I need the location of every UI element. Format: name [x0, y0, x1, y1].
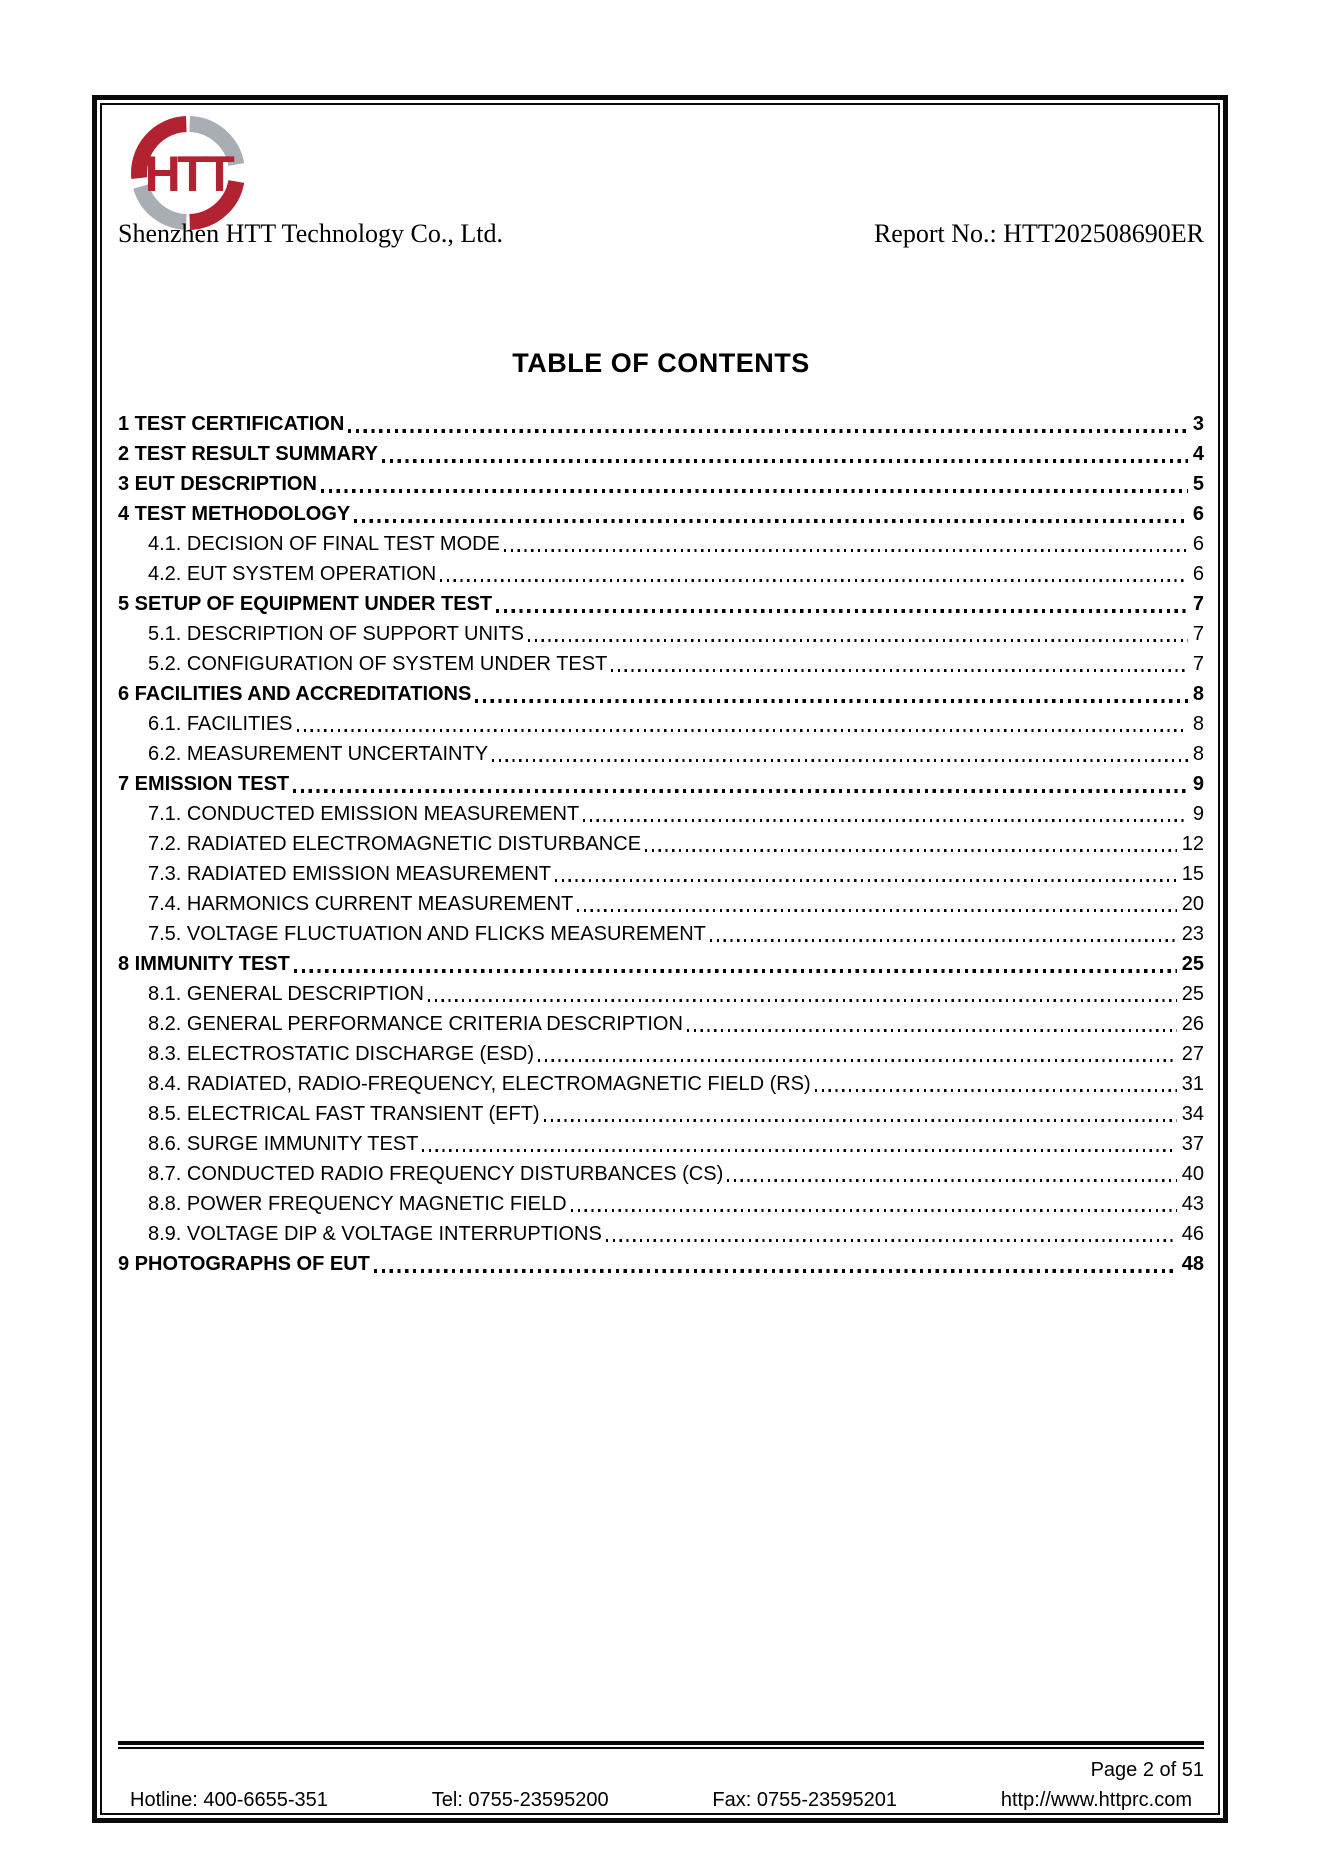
toc-leader-dots — [475, 699, 1188, 703]
toc-entry-label: 7.5. VOLTAGE FLUCTUATION AND FLICKS MEASUREMENT — [148, 923, 706, 945]
toc-entry-label: 7 EMISSION TEST — [118, 773, 290, 795]
toc-entry — [118, 1159, 1204, 1189]
toc-entry-page: 7 — [1192, 593, 1204, 615]
toc-entry-label: 9 PHOTOGRAPHS OF EUT — [118, 1253, 370, 1275]
footer-hotline: Hotline: 400-6655-351 — [130, 1789, 328, 1811]
toc-entry-page: 7 — [1192, 653, 1204, 675]
footer-tel: Tel: 0755-23595200 — [431, 1789, 609, 1811]
toc-entry-page: 7 — [1192, 623, 1204, 645]
toc-entry — [118, 1189, 1204, 1219]
toc-entry-page: 5 — [1192, 473, 1204, 495]
toc-leader-dots — [538, 1059, 1177, 1062]
company-name: Shenzhen HTT Technology Co., Ltd. — [118, 219, 503, 248]
toc-leader-dots — [428, 999, 1177, 1002]
table-of-contents — [118, 409, 1204, 1279]
toc-entry — [118, 709, 1204, 739]
logo-text: HTT — [144, 146, 232, 202]
toc-entry — [118, 739, 1204, 769]
toc-leader-dots — [727, 1179, 1176, 1182]
toc-leader-dots — [710, 939, 1177, 942]
toc-leader-dots — [422, 1149, 1176, 1152]
toc-entry — [118, 469, 1204, 499]
toc-entry — [118, 919, 1204, 949]
toc-entry — [118, 619, 1204, 649]
footer-fax: Fax: 0755-23595201 — [712, 1789, 897, 1811]
toc-entry-page: 26 — [1181, 1013, 1204, 1035]
toc-entry — [118, 1009, 1204, 1039]
toc-leader-dots — [374, 1269, 1177, 1273]
toc-entry-page: 43 — [1181, 1193, 1204, 1215]
toc-leader-dots — [583, 819, 1188, 822]
toc-entry-page: 6 — [1192, 503, 1204, 525]
toc-entry-label: 5 SETUP OF EQUIPMENT UNDER TEST — [118, 593, 493, 615]
toc-entry — [118, 1099, 1204, 1129]
toc-entry-label: 5.2. CONFIGURATION OF SYSTEM UNDER TEST — [148, 653, 608, 675]
page-number-indicator: Page 2 of 51 — [1090, 1759, 1204, 1781]
toc-entry — [118, 439, 1204, 469]
page-border — [92, 95, 1228, 1823]
toc-entry — [118, 949, 1204, 979]
toc-entry — [118, 1129, 1204, 1159]
toc-entry-label: 8.1. GENERAL DESCRIPTION — [148, 983, 424, 1005]
toc-leader-dots — [544, 1119, 1177, 1122]
toc-entry-page: 46 — [1181, 1223, 1204, 1245]
toc-entry-page: 37 — [1181, 1133, 1204, 1155]
toc-leader-dots — [687, 1029, 1177, 1032]
toc-entry-page: 31 — [1181, 1073, 1204, 1095]
toc-entry-page: 23 — [1181, 923, 1204, 945]
footer-divider — [118, 1741, 1204, 1749]
toc-entry-label: 6.1. FACILITIES — [148, 713, 293, 735]
toc-entry-page: 3 — [1192, 413, 1204, 435]
toc-leader-dots — [321, 489, 1188, 493]
toc-entry-page: 8 — [1192, 713, 1204, 735]
toc-entry-label: 8.9. VOLTAGE DIP & VOLTAGE INTERRUPTIONS — [148, 1223, 602, 1245]
toc-entry — [118, 499, 1204, 529]
toc-leader-dots — [571, 1209, 1177, 1212]
toc-leader-dots — [492, 759, 1188, 762]
toc-entry-page: 27 — [1181, 1043, 1204, 1065]
toc-leader-dots — [528, 639, 1188, 642]
toc-entry-page: 4 — [1192, 443, 1204, 465]
toc-entry-page: 20 — [1181, 893, 1204, 915]
toc-leader-dots — [348, 429, 1188, 433]
toc-entry — [118, 1219, 1204, 1249]
toc-entry-page: 9 — [1192, 803, 1204, 825]
toc-entry-label: 3 EUT DESCRIPTION — [118, 473, 317, 495]
toc-entry — [118, 1039, 1204, 1069]
toc-entry-page: 15 — [1181, 863, 1204, 885]
toc-entry-page: 40 — [1181, 1163, 1204, 1185]
page-border-inner — [100, 103, 1220, 1815]
toc-leader-dots — [645, 849, 1177, 852]
toc-entry — [118, 589, 1204, 619]
toc-entry-label: 6 FACILITIES AND ACCREDITATIONS — [118, 683, 472, 705]
toc-entry — [118, 409, 1204, 439]
toc-entry-label: 8.8. POWER FREQUENCY MAGNETIC FIELD — [148, 1193, 567, 1215]
toc-entry-label: 4.1. DECISION OF FINAL TEST MODE — [148, 533, 500, 555]
toc-entry — [118, 799, 1204, 829]
page-title: TABLE OF CONTENTS — [512, 348, 810, 378]
toc-entry-page: 6 — [1192, 533, 1204, 555]
toc-leader-dots — [577, 909, 1177, 912]
toc-leader-dots — [440, 579, 1188, 582]
toc-entry-label: 8.6. SURGE IMMUNITY TEST — [148, 1133, 419, 1155]
toc-entry — [118, 649, 1204, 679]
toc-leader-dots — [382, 459, 1188, 463]
toc-entry — [118, 529, 1204, 559]
footer-url: http://www.httprc.com — [1000, 1789, 1192, 1811]
toc-entry-label: 7.3. RADIATED EMISSION MEASUREMENT — [148, 863, 552, 885]
toc-entry-label: 8.4. RADIATED, RADIO-FREQUENCY, ELECTROMAGNETIC FIELD (RS) — [148, 1073, 811, 1095]
toc-entry-page: 25 — [1181, 953, 1204, 975]
toc-entry-label: 2 TEST RESULT SUMMARY — [118, 443, 379, 465]
toc-entry — [118, 859, 1204, 889]
toc-entry — [118, 769, 1204, 799]
toc-entry — [118, 679, 1204, 709]
toc-leader-dots — [555, 879, 1177, 882]
toc-leader-dots — [815, 1089, 1177, 1092]
toc-entry-label: 5.1. DESCRIPTION OF SUPPORT UNITS — [148, 623, 524, 645]
toc-leader-dots — [294, 969, 1177, 973]
toc-entry-label: 6.2. MEASUREMENT UNCERTAINTY — [148, 743, 489, 765]
toc-leader-dots — [606, 1239, 1177, 1242]
toc-leader-dots — [504, 549, 1188, 552]
report-number: Report No.: HTT202508690ER — [873, 219, 1204, 248]
toc-entry — [118, 1249, 1204, 1279]
toc-entry-page: 8 — [1192, 683, 1204, 705]
page-header — [118, 217, 1204, 251]
toc-entry-label: 8.5. ELECTRICAL FAST TRANSIENT (EFT) — [148, 1103, 540, 1125]
toc-entry-label: 8.3. ELECTROSTATIC DISCHARGE (ESD) — [148, 1043, 534, 1065]
toc-entry — [118, 559, 1204, 589]
toc-entry — [118, 1069, 1204, 1099]
footer-contacts — [130, 1787, 1192, 1813]
toc-entry-label: 4.2. EUT SYSTEM OPERATION — [148, 563, 437, 585]
toc-leader-dots — [496, 609, 1188, 613]
toc-entry-label: 8 IMMUNITY TEST — [118, 953, 290, 975]
toc-entry-label: 7.1. CONDUCTED EMISSION MEASUREMENT — [148, 803, 580, 825]
toc-entry-page: 48 — [1181, 1253, 1204, 1275]
toc-entry-page: 9 — [1192, 773, 1204, 795]
toc-entry — [118, 889, 1204, 919]
toc-entry-page: 6 — [1192, 563, 1204, 585]
toc-leader-dots — [611, 669, 1188, 672]
toc-entry-label: 7.2. RADIATED ELECTROMAGNETIC DISTURBANCE — [148, 833, 642, 855]
toc-entry-page: 34 — [1181, 1103, 1204, 1125]
toc-entry — [118, 979, 1204, 1009]
toc-entry-label: 8.7. CONDUCTED RADIO FREQUENCY DISTURBANCES (CS) — [148, 1163, 724, 1185]
toc-entry-label: 1 TEST CERTIFICATION — [118, 413, 345, 435]
toc-entry-page: 12 — [1181, 833, 1204, 855]
toc-leader-dots — [354, 519, 1188, 523]
toc-entry — [118, 829, 1204, 859]
toc-entry-page: 8 — [1192, 743, 1204, 765]
toc-entry-page: 25 — [1181, 983, 1204, 1005]
toc-leader-dots — [293, 789, 1188, 793]
toc-entry-label: 4 TEST METHODOLOGY — [118, 503, 351, 525]
toc-leader-dots — [297, 729, 1188, 732]
toc-entry-label: 8.2. GENERAL PERFORMANCE CRITERIA DESCRIPTION — [148, 1013, 683, 1035]
toc-entry-label: 7.4. HARMONICS CURRENT MEASUREMENT — [148, 893, 574, 915]
